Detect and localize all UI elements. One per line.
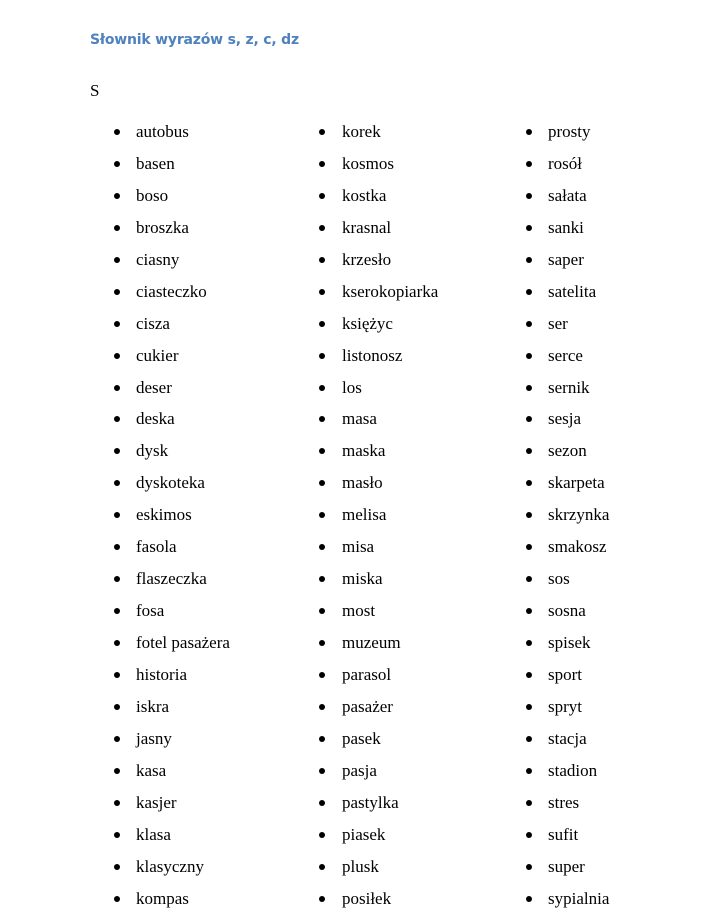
list-item-label: autobus [136,122,189,141]
bullet-icon [526,896,532,902]
bullet-icon [114,864,120,870]
bullet-icon [526,416,532,422]
list-item-label: rosół [548,153,582,173]
bullet-icon [114,768,120,774]
bullet-icon [319,448,325,454]
bullet-icon [319,129,325,135]
list-item-label: boso [136,185,169,205]
bullet-icon [319,385,325,391]
bullet-icon [526,544,532,550]
bullet-icon [114,576,120,582]
bullet-icon [114,129,120,135]
list-item-label: deser [136,377,172,397]
list-item-label: eskimos [136,505,192,525]
list-item-label: most [342,601,376,621]
bullet-icon [526,608,532,614]
bullet-icon [526,832,532,838]
list-item-label: maska [342,441,386,461]
list-item-label: prosty [548,122,591,141]
bullet-icon [526,193,532,199]
list-item-label: sesja [548,409,582,429]
bullet-icon [526,576,532,582]
bullet-icon [319,768,325,774]
list-item-label: fasola [136,537,177,557]
list-item-label: kompas [136,888,189,908]
list-item-label: cukier [136,345,179,365]
list-item-label: plusk [342,856,379,876]
bullet-icon [114,544,120,550]
bullet-icon [114,225,120,231]
bullet-icon [526,257,532,263]
section-heading-letter: S [90,81,100,100]
bullet-icon [114,480,120,486]
bullet-icon [114,800,120,806]
list-item-label: krzesło [342,249,392,269]
list-item-label: sypialnia [548,888,610,908]
list-item-label: pasja [342,760,377,780]
list-item-label: super [548,856,585,876]
bullet-icon [114,640,120,646]
list-item-label: satelita [548,281,597,301]
bullet-icon [114,672,120,678]
bullet-icon [114,353,120,359]
list-item-label: skrzynka [548,505,610,525]
list-item-label: jasny [136,728,172,748]
list-item-label: sernik [548,377,590,397]
bullet-icon [319,416,325,422]
bullet-icon [114,704,120,710]
list-item-label: kasjer [136,792,177,812]
bullet-icon [526,736,532,742]
list-item-label: fotel pasażera [136,633,230,652]
bullet-icon [114,608,120,614]
list-item-label: ciasteczko [136,281,207,301]
list-item-label: deska [136,409,175,429]
list-item-label: spisek [548,633,591,652]
bullet-icon [319,896,325,902]
bullet-icon [319,225,325,231]
list-item-label: basen [136,153,175,173]
list-item-label: stadion [548,760,598,780]
list-item-label: sos [548,569,570,589]
list-item-label: smakosz [548,537,607,557]
list-item-label: spryt [548,696,582,716]
bullet-icon [319,480,325,486]
list-item-label: kostka [342,185,387,205]
list-item-label: miska [342,569,383,589]
bullet-icon [319,257,325,263]
bullet-icon [114,257,120,263]
bullet-icon [319,161,325,167]
document-title: Słownik wyrazów s, z, c, dz [90,32,299,48]
bullet-icon [526,385,532,391]
list-item-label: dysk [136,441,169,461]
list-item-label: sufit [548,824,579,844]
bullet-icon [319,289,325,295]
bullet-icon [526,129,532,135]
list-item-label: stres [548,792,580,812]
bullet-icon [114,321,120,327]
bullet-icon [114,161,120,167]
list-item-label: sanki [548,217,584,237]
bullet-icon [526,161,532,167]
bullet-icon [114,448,120,454]
bullet-icon [319,640,325,646]
bullet-icon [114,193,120,199]
list-item-label: cisza [136,313,170,333]
list-item-label: misa [342,537,375,557]
list-item-label: masa [342,409,377,429]
list-item-label: sport [548,664,582,684]
bullet-icon [319,832,325,838]
list-item-label: klasyczny [136,856,204,876]
bullet-icon [526,864,532,870]
bullet-icon [526,800,532,806]
bullet-icon [114,289,120,295]
bullet-icon [526,225,532,231]
bullet-icon [319,608,325,614]
bullet-icon [319,864,325,870]
bullet-icon [319,576,325,582]
bullet-icon [526,448,532,454]
list-item-label: pastylka [342,792,399,812]
bullet-icon [114,512,120,518]
bullet-icon [319,353,325,359]
list-item-label: melisa [342,505,387,525]
list-item-label: historia [136,664,187,684]
bullet-icon [319,800,325,806]
list-item-label: krasnal [342,217,392,237]
list-item-label: sezon [548,441,587,461]
list-item-label: piasek [342,824,386,844]
list-item-label: ser [548,313,568,333]
list-item-label: posiłek [342,888,392,908]
list-item-label: flaszeczka [136,569,207,589]
bullet-icon [319,704,325,710]
bullet-icon [526,321,532,327]
list-item-label: stacja [548,728,587,748]
bullet-icon [114,416,120,422]
list-item-label: korek [342,122,381,141]
list-item-label: fosa [136,601,165,621]
list-item-label: broszka [136,217,189,237]
list-item-label: masło [342,473,383,493]
bullet-icon [319,512,325,518]
bullet-icon [526,672,532,678]
bullet-icon [526,480,532,486]
list-item-label: sałata [548,185,587,205]
list-item-label: sosna [548,601,586,621]
bullet-icon [114,832,120,838]
bullet-icon [526,768,532,774]
list-item-label: kserokopiarka [342,281,439,301]
list-item-label: klasa [136,824,171,844]
bullet-icon [319,672,325,678]
bullet-icon [319,321,325,327]
bullet-icon [526,289,532,295]
list-item-label: księżyc [342,313,393,333]
list-item-label: ciasny [136,249,180,269]
bullet-icon [319,736,325,742]
bullet-icon [114,896,120,902]
list-item-label: muzeum [342,633,401,652]
bullet-icon [114,385,120,391]
list-item-label: kosmos [342,153,394,173]
list-item-label: saper [548,249,584,269]
bullet-icon [319,544,325,550]
bullet-icon [526,512,532,518]
bullet-icon [526,704,532,710]
list-item-label: pasek [342,728,381,748]
list-item-label: iskra [136,696,170,716]
bullet-icon [526,353,532,359]
list-item-label: los [342,377,362,397]
list-item-label: kasa [136,760,167,780]
bullet-icon [319,193,325,199]
list-item-label: listonosz [342,345,403,365]
list-item-label: parasol [342,664,392,684]
list-item-label: dyskoteka [136,473,205,493]
bullet-icon [114,736,120,742]
list-item-label: pasażer [342,696,393,716]
bullet-icon [526,640,532,646]
list-item-label: serce [548,345,583,365]
list-item-label: skarpeta [548,473,605,493]
